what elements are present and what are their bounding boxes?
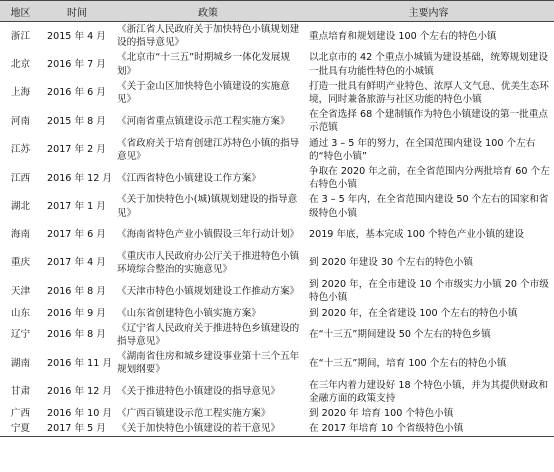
table-row [0,221,554,249]
region-cell: 江西 [10,172,31,184]
time-cell: 2015 年 8 月 [47,115,106,127]
policy-cell: 《浙江省人民政府关于加快特色小镇规划建设的指导意见》 [117,24,300,49]
region-cell: 浙江 [10,30,31,42]
content-cell: 在 2017 年培育 10 个省级特色小镇 [303,421,554,437]
time-cell: 2017 年 4 月 [47,257,106,269]
time-cell: 2016 年 12 月 [47,172,112,184]
content-cell: 重点培育和规划建设 100 个左右的特色小镇 [309,30,497,42]
header-content: 主要内容 [303,1,554,22]
header-region: 地区 [0,1,41,22]
region-cell: 北京 [10,59,31,70]
policy-cell: 《北京市“十三五”时期城乡一体化发展规划》 [117,52,291,77]
policy-cell: 《省政府关于培育创建江苏特色小镇的指导意见》 [117,137,300,162]
policy-cell: 《关于加快特色小(城)镇规划建设的指导意见》 [117,194,298,219]
content-cell: 争取在 2020 年之前，在全省范围内分两批培育 60 个左右特色小镇 [309,166,550,191]
content-cell: 在“十三五”期间，培育 100 个左右的特色小镇 [309,357,507,369]
region-cell: 湖南 [10,357,31,369]
table-row [0,164,554,192]
region-cell: 甘肃 [10,386,31,398]
content-cell: 通过 3 – 5 年的努力，在全国范围内建设 100 个左右的“特色小镇” [309,137,536,162]
region-cell: 江苏 [10,144,31,156]
content-cell: 2019 年底，基本完成 100 个特色产业小镇的建设 [309,229,524,241]
table-row [0,306,554,321]
table-row [0,349,554,377]
table-row [0,421,554,437]
region-cell: 上海 [10,87,31,99]
content-cell: 在全省选择 68 个建制镇作为特色小镇建设的第一批重点示范镇 [309,109,548,134]
time-cell: 2017 年 2 月 [47,144,106,156]
table-row [0,192,554,220]
time-cell: 2016 年 9 月 [47,307,106,319]
time-cell: 2016 年 11 月 [47,357,112,369]
region-cell: 海南 [10,229,31,241]
policy-cell: 《关于加快特色小镇建设的若干意见》 [113,421,303,437]
policy-cell: 《辽宁省人民政府关于推进特色乡镇建设的指导意见》 [117,322,300,348]
policy-cell: 《广西百镇建设示范工程实施方案》 [117,408,271,420]
policy-cell: 《关于金山区加快特色小镇建设的实施意见》 [117,80,290,106]
content-cell: 到 2020 年，在全市建设 10 个市级实力小镇 20 个市级特色小镇 [309,279,549,304]
time-cell: 2015 年 4 月 [47,30,106,42]
table-row [0,249,554,277]
region-cell: 山东 [10,307,31,319]
time-cell: 2016 年 8 月 [47,329,106,341]
table-row [0,22,554,51]
region-cell: 宁夏 [0,421,41,437]
content-cell: 到 2020 年，在全省建设 100 个左右的特色小镇 [309,307,518,319]
table-header-row [0,1,554,22]
region-cell: 湖北 [10,201,31,213]
time-cell: 2016 年 6 月 [47,87,106,99]
content-cell: 在三年内着力建设好 18 个特色小镇，并为其提供财政和金融方面的政策支持 [309,379,548,404]
table-row [0,50,554,78]
content-cell: 以北京市的 42 个重点小城镇为建设基础，统筹规划建设一批具有功能性特色的小城镇 [309,52,548,77]
region-cell: 辽宁 [10,329,31,341]
time-cell: 2016 年 10 月 [47,408,112,420]
content-cell: 打造一批具有鲜明产业特色、浓厚人文气息、优美生态环境，同时兼备旅游与社区功能的特色小镇 [309,80,549,106]
region-cell: 天津 [10,285,31,297]
table-row [0,321,554,349]
content-cell: 在“十三五”期间建设 50 个左右的特色乡镇 [309,329,491,341]
table-row [0,406,554,421]
policy-cell: 《江西省特色小镇建设工作方案》 [117,172,261,184]
region-cell: 重庆 [10,257,31,269]
time-cell: 2016 年 8 月 [47,285,106,297]
policy-cell: 《海南省特色产业小镇假设三年行动计划》 [117,229,300,241]
time-cell: 2017 年 1 月 [47,201,106,213]
policy-cell: 《河南省重点镇建设示范工程实施方案》 [117,115,290,127]
table-row [0,378,554,406]
table-row [0,277,554,305]
policy-cell: 《山东省创建特色小镇实施方案》 [117,307,261,319]
table-row [0,79,554,107]
policy-cell: 《关于推进特色小镇建设的指导意见》 [117,386,281,398]
region-cell: 河南 [10,115,31,127]
time-cell: 2016 年 12 月 [47,386,112,398]
content-cell: 到 2020 年 培育 100 个特色小镇 [309,408,454,420]
table-row [0,136,554,164]
time-cell: 2016 年 7 月 [47,59,106,70]
content-cell: 在 3 – 5 年内，在全省范围内建设 50 个左右的国家和省级特色小镇 [309,194,549,219]
header-time: 时间 [41,1,113,22]
table-row [0,107,554,135]
region-cell: 广西 [10,408,31,420]
policy-cell: 《湖南省住房和城乡建设事业第十三个五年规划纲要》 [117,351,300,376]
header-policy: 政策 [113,1,303,22]
policy-cell: 《重庆市人民政府办公厅关于推进特色小镇环境综合整治的实施意见》 [117,250,300,276]
content-cell: 到 2020 年建设 30 个左右的特色小镇 [309,257,473,269]
time-cell: 2017 年 5 月 [41,421,113,437]
time-cell: 2017 年 6 月 [47,229,106,241]
policy-cell: 《天津市特色小镇规划建设工作推动方案》 [117,285,300,297]
